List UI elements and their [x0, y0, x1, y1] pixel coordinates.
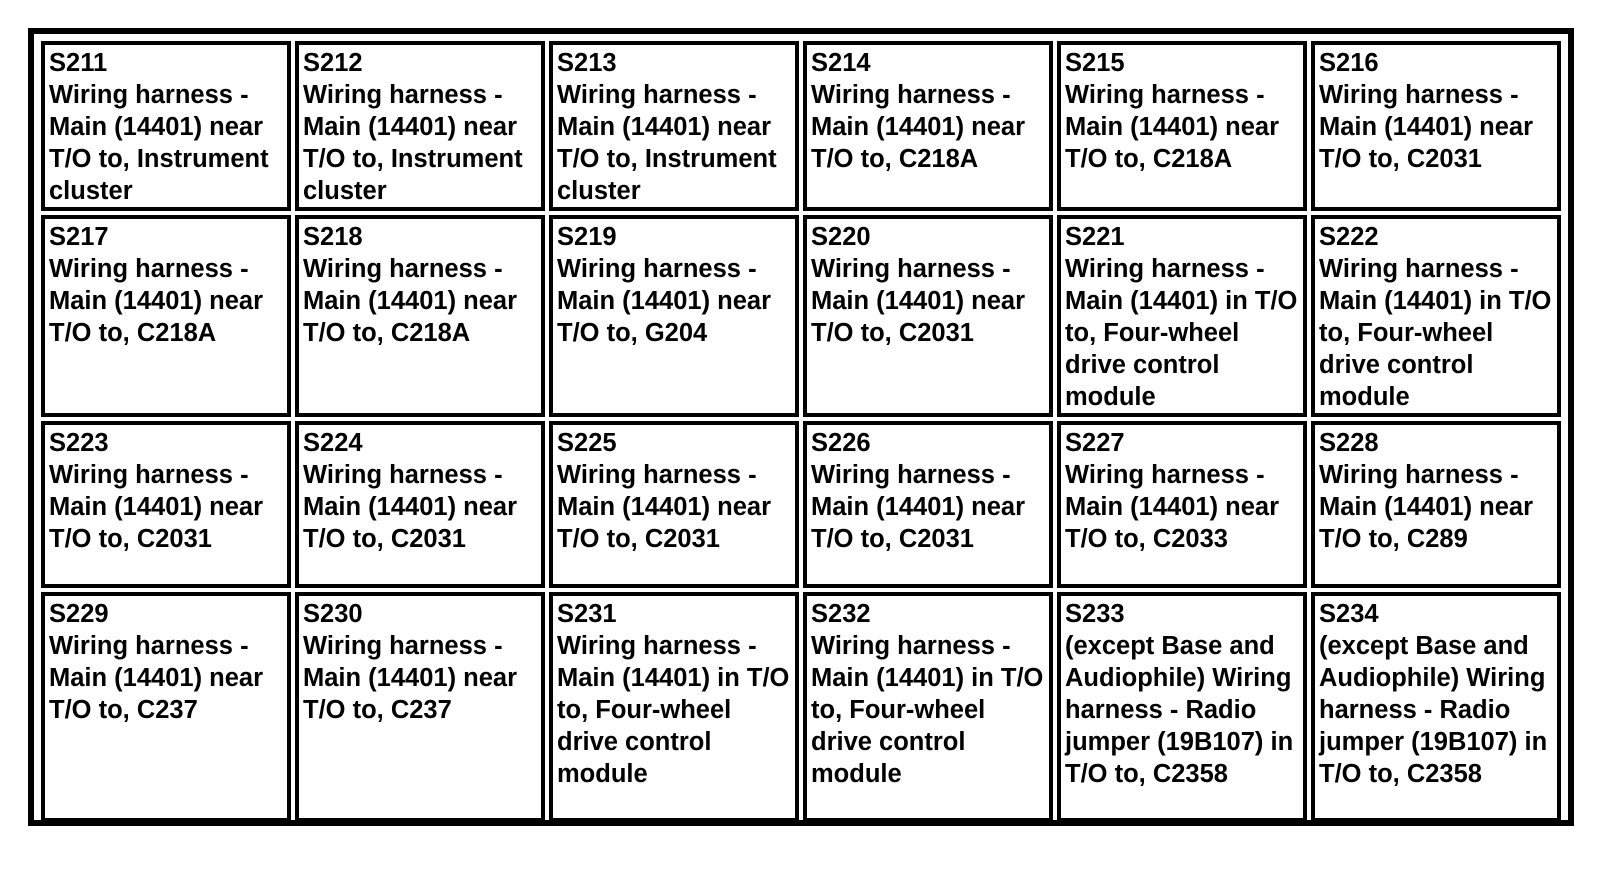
table-cell	[803, 41, 1053, 211]
splice-description: Wiring harness - Main (14401) in T/O to, Four-wheel drive control module	[811, 632, 1044, 788]
splice-description: Wiring harness - Main (14401) near T/O to, C2031	[557, 461, 772, 553]
table-cell	[803, 421, 1053, 588]
table-cell	[295, 592, 545, 822]
splice-description: Wiring harness - Main (14401) near T/O to, Instrument cluster	[557, 81, 777, 205]
splice-description: Wiring harness - Main (14401) near T/O to, C2033	[1065, 461, 1280, 553]
table-cell	[295, 41, 545, 211]
splice-id: S214	[811, 49, 871, 77]
splice-id: S216	[1319, 49, 1379, 77]
splice-id: S224	[303, 429, 363, 457]
splice-id: S223	[49, 429, 109, 457]
splice-description: Wiring harness - Main (14401) near T/O to, C2031	[811, 461, 1026, 553]
splice-description: Wiring harness - Main (14401) near T/O to, G204	[557, 255, 772, 347]
splice-description: Wiring harness - Main (14401) near T/O to, C218A	[49, 255, 264, 347]
splice-id: S218	[303, 223, 363, 251]
splice-id: S222	[1319, 223, 1379, 251]
splice-id: S227	[1065, 429, 1125, 457]
table-cell	[41, 421, 291, 588]
splice-id: S211	[49, 49, 108, 77]
splice-id: S225	[557, 429, 617, 457]
table-cell	[1057, 592, 1307, 822]
table-cell	[1057, 41, 1307, 211]
splice-id: S230	[303, 600, 363, 628]
splice-description: Wiring harness - Main (14401) near T/O to, Instrument cluster	[49, 81, 269, 205]
table-cell	[549, 421, 799, 588]
table-cell	[41, 215, 291, 417]
splice-id: S212	[303, 49, 363, 77]
splice-id: S220	[811, 223, 871, 251]
splice-id: S228	[1319, 429, 1379, 457]
table-row	[41, 41, 1561, 211]
splice-id: S213	[557, 49, 617, 77]
splice-id: S217	[49, 223, 109, 251]
splice-description: Wiring harness - Main (14401) in T/O to, Four-wheel drive control module	[1065, 255, 1298, 411]
table-cell	[803, 215, 1053, 417]
table-cell	[41, 41, 291, 211]
splice-description: Wiring harness - Main (14401) near T/O to, C2031	[1319, 81, 1534, 173]
splice-id: S234	[1319, 600, 1379, 628]
splice-description: Wiring harness - Main (14401) near T/O to, C2031	[811, 255, 1026, 347]
splice-description: Wiring harness - Main (14401) in T/O to, Four-wheel drive control module	[1319, 255, 1552, 411]
table-cell	[1311, 592, 1561, 822]
splice-id: S231	[557, 600, 617, 628]
splice-id: S221	[1065, 223, 1125, 251]
splice-id: S233	[1065, 600, 1125, 628]
splice-location-table	[37, 37, 1565, 826]
table-cell	[1311, 215, 1561, 417]
table-cell	[803, 592, 1053, 822]
table-row	[41, 215, 1561, 417]
table-cell	[295, 421, 545, 588]
table-row	[41, 592, 1561, 822]
table-cell	[549, 592, 799, 822]
table-cell	[295, 215, 545, 417]
splice-description: Wiring harness - Main (14401) in T/O to, Four-wheel drive control module	[557, 632, 790, 788]
splice-description: (except Base and Audiophile) Wiring harness - Radio jumper (19B107) in T/O to, C2358	[1319, 632, 1548, 788]
splice-id: S229	[49, 600, 109, 628]
splice-id: S226	[811, 429, 871, 457]
splice-description: Wiring harness - Main (14401) near T/O to, C218A	[303, 255, 518, 347]
splice-id: S232	[811, 600, 871, 628]
splice-description: Wiring harness - Main (14401) near T/O to, C237	[49, 632, 264, 724]
splice-description: Wiring harness - Main (14401) near T/O to, C218A	[811, 81, 1026, 173]
table-cell	[1311, 421, 1561, 588]
table-row	[41, 421, 1561, 588]
splice-description: Wiring harness - Main (14401) near T/O to, C2031	[49, 461, 264, 553]
table-cell	[1057, 215, 1307, 417]
splice-description: (except Base and Audiophile) Wiring harness - Radio jumper (19B107) in T/O to, C2358	[1065, 632, 1294, 788]
table-cell	[1311, 41, 1561, 211]
table-cell	[41, 592, 291, 822]
table-cell	[549, 215, 799, 417]
splice-description: Wiring harness - Main (14401) near T/O to, C237	[303, 632, 518, 724]
splice-id: S215	[1065, 49, 1125, 77]
splice-description: Wiring harness - Main (14401) near T/O to, Instrument cluster	[303, 81, 523, 205]
splice-description: Wiring harness - Main (14401) near T/O to, C2031	[303, 461, 518, 553]
splice-id: S219	[557, 223, 617, 251]
table-cell	[549, 41, 799, 211]
table-cell	[1057, 421, 1307, 588]
splice-table-frame	[28, 28, 1574, 826]
splice-description: Wiring harness - Main (14401) near T/O to, C289	[1319, 461, 1534, 553]
splice-description: Wiring harness - Main (14401) near T/O to, C218A	[1065, 81, 1280, 173]
